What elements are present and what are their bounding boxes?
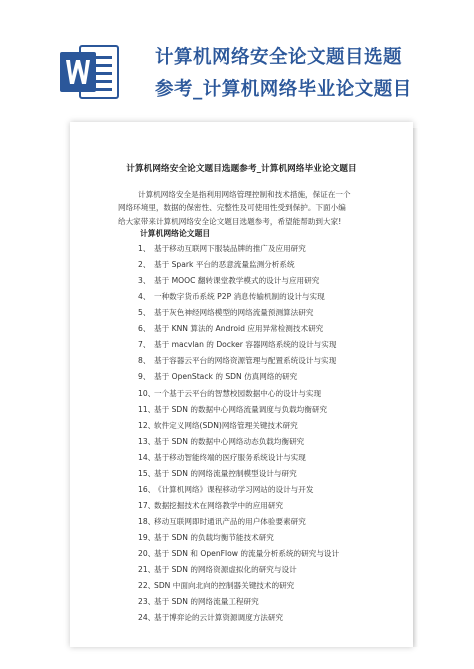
list-item	[138, 259, 295, 270]
list-item	[138, 452, 306, 463]
list-item-text: 基于 SDN 和 OpenFlow 的流量分析系统的研究与设计	[154, 548, 340, 558]
intro-line: 计算机网络安全是指利用网络管理控制和技术措施，保证在一个	[138, 190, 351, 199]
list-item	[138, 307, 313, 318]
word-document-icon	[58, 42, 122, 102]
list-item	[138, 564, 297, 575]
paper-shadow	[413, 128, 418, 647]
topic-list	[70, 122, 413, 647]
list-item	[138, 339, 336, 350]
list-item-text: 基于 SDN 的数据中心网络流量调度与负载均衡研究	[154, 404, 328, 414]
list-item-text: 数据挖掘技术在网络教学中的应用研究	[154, 500, 284, 510]
header	[0, 0, 474, 120]
list-item-number: 24、	[138, 613, 156, 623]
list-item-number: 21、	[138, 565, 156, 574]
list-item-text: 基于 OpenStack 的 SDN 仿真网络的研究	[154, 372, 298, 382]
list-item	[138, 243, 306, 254]
list-item-text: 《计算机网络》课程移动学习网站的设计与开发	[154, 484, 314, 494]
list-item-text: 基于 SDN 的网络流量控制模型设计与研究	[154, 468, 297, 478]
list-item-number: 19、	[138, 532, 156, 542]
list-item	[138, 484, 313, 495]
list-item-text: 基于移动互联网下服装品牌的推广及应用研究	[154, 244, 306, 253]
list-item-text: SDN 中面向北向的控制器关键技术的研究	[154, 581, 295, 591]
list-item	[138, 532, 274, 543]
list-item	[138, 580, 294, 591]
list-item-text: 基于 macvlan 的 Docker 容器网络系统的设计与实现	[154, 340, 337, 350]
list-item	[138, 548, 339, 559]
list-item	[138, 596, 259, 607]
list-item	[138, 355, 336, 366]
list-item-text: 基于容器云平台的网络资源管理与配置系统设计与实现	[154, 356, 337, 366]
page-title-line-2: 参考_计算机网络毕业论文题目	[155, 79, 412, 100]
list-item	[138, 371, 297, 382]
list-item	[138, 388, 321, 399]
list-item-number: 5、	[138, 308, 151, 318]
list-item	[138, 500, 283, 511]
list-item-number: 14、	[138, 452, 156, 462]
list-item-number: 8、	[138, 356, 151, 366]
list-item-number: 18、	[138, 516, 156, 526]
list-item-text: 基于博弈论的云计算资源调度方法研究	[154, 613, 284, 623]
list-item	[138, 323, 323, 334]
list-item	[138, 468, 297, 479]
list-item-text: 软件定义网络(SDN)网络管理关键技术研究	[154, 420, 298, 430]
list-item-number: 20、	[138, 548, 156, 558]
intro-line: 网络环境里，数据的保密性、完整性及可使用性受到保护。下面小编	[118, 203, 346, 213]
list-item-text: 移动互联网即时通讯产品的用户体验要素研究	[154, 516, 306, 526]
list-item-number: 10、	[138, 388, 156, 398]
list-item-number: 7、	[138, 340, 151, 350]
list-item-text: 一种数字货币系统 P2P 消息传输机制的设计与实现	[154, 292, 325, 302]
list-item	[138, 291, 325, 302]
list-item-number: 11、	[138, 404, 156, 414]
document-title: 计算机网络安全论文题目选题参考_计算机网络毕业论文题目	[126, 164, 357, 174]
list-item-number: 3、	[138, 276, 151, 286]
list-item-text: 基于 KNN 算法的 Android 应用异常检测技术研究	[154, 324, 324, 334]
list-item-text: 基于 SDN 的网络资源虚拟化的研究与设计	[154, 565, 297, 574]
list-item	[138, 275, 319, 286]
list-item-text: 基于 SDN 的数据中心网络动态负载均衡研究	[154, 436, 305, 446]
list-item	[138, 420, 298, 431]
list-item-number: 15、	[138, 468, 156, 478]
list-item-number: 6、	[138, 324, 151, 334]
list-item-number: 16、	[138, 484, 156, 494]
list-item-text: 基于 SDN 的负载均衡节能技术研究	[154, 532, 274, 542]
list-item-number: 12、	[138, 420, 156, 430]
document-page	[70, 122, 413, 647]
list-item-number: 22、	[138, 581, 156, 591]
list-item	[138, 612, 283, 623]
list-item-number: 1、	[138, 244, 151, 253]
list-item	[138, 516, 306, 527]
section-heading: 计算机网络论文题目	[140, 229, 211, 238]
list-item-number: 4、	[138, 292, 151, 302]
list-item-text: 一个基于云平台的智慧校园数据中心的设计与实现	[154, 388, 322, 398]
watermark: ​	[108, 322, 112, 330]
list-item-text: 基于灰色神经网络模型的网络流量预测算法研究	[154, 308, 314, 318]
list-item-text: 基于移动智能终端的医疗服务系统设计与实现	[154, 452, 306, 462]
page-title-line-1: 计算机网络安全论文题目选题	[155, 47, 403, 68]
list-item-number: 2、	[138, 260, 151, 270]
list-item-number: 13、	[138, 436, 156, 446]
list-item-text: 基于 SDN 的网络流量工程研究	[154, 597, 259, 607]
list-item-text: 基于 MOOC 翻转课堂教学模式的设计与应用研究	[154, 276, 320, 286]
list-item-number: 17、	[138, 500, 156, 510]
intro-line: 给大家带来计算机网络安全论文题目选题参考，希望能帮助到大家!	[118, 216, 342, 226]
list-item-text: 基于 Spark 平台的恶意流量监测分析系统	[154, 260, 295, 270]
list-item	[138, 436, 304, 447]
list-item-number: 9、	[138, 372, 151, 382]
list-item	[138, 404, 327, 415]
list-item-number: 23、	[138, 597, 156, 607]
